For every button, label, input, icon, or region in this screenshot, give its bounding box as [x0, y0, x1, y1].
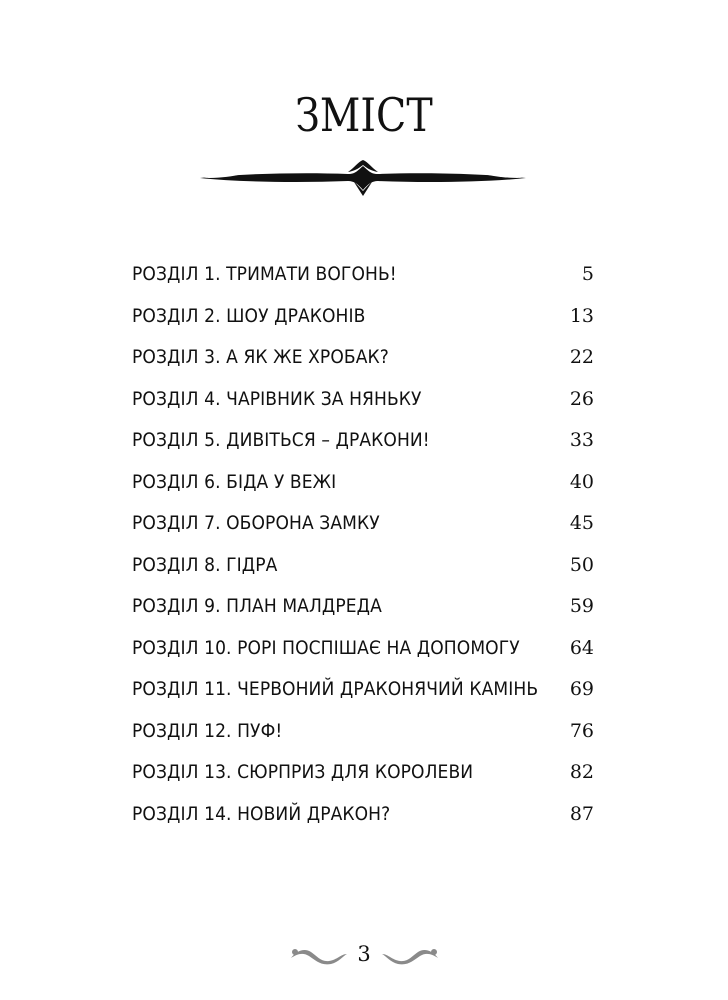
toc-entry-title: РОЗДІЛ 3. А ЯК ЖЕ ХРОБАК?: [132, 346, 389, 368]
toc-entry-page: 87: [569, 802, 594, 825]
toc-entry-title: РОЗДІЛ 1. ТРИМАТИ ВОГОНЬ!: [132, 263, 397, 285]
toc-entry-page: 59: [569, 595, 594, 617]
toc-entry-page: 69: [569, 678, 594, 700]
toc-entry-page: 45: [569, 512, 594, 534]
page-footer: [0, 938, 728, 978]
toc-entry-page: 5: [581, 263, 594, 285]
page-title: ЗМІСТ: [295, 88, 433, 142]
toc-entry-title: РОЗДІЛ 5. ДИВІТЬСЯ – ДРАКОНИ!: [132, 429, 430, 451]
toc-entry-title: РОЗДІЛ 12. ПУФ!: [132, 719, 283, 742]
toc-entry[interactable]: [132, 263, 594, 305]
toc-entry-page: 82: [569, 761, 594, 783]
toc-entry[interactable]: [132, 429, 594, 471]
toc-entry-title: РОЗДІЛ 11. ЧЕРВОНИЙ ДРАКОНЯЧИЙ КАМІНЬ: [132, 678, 539, 700]
toc-entry[interactable]: [132, 305, 594, 347]
flourish-divider-icon: [198, 158, 528, 198]
toc-entry-page: 64: [569, 636, 594, 659]
swirl-right-icon: [378, 944, 440, 970]
toc-entry[interactable]: [132, 554, 594, 596]
toc-entry[interactable]: [132, 512, 594, 554]
toc-entry-page: 76: [569, 719, 594, 742]
toc-entry-page: 33: [569, 429, 594, 451]
toc-entry[interactable]: [132, 678, 594, 720]
toc-entry-title: РОЗДІЛ 4. ЧАРІВНИК ЗА НЯНЬКУ: [132, 387, 422, 410]
toc-entry-page: 50: [569, 553, 594, 576]
toc-entry-title: РОЗДІЛ 7. ОБОРОНА ЗАМКУ: [132, 512, 380, 534]
toc-entry[interactable]: [132, 471, 594, 513]
toc-entry[interactable]: [132, 595, 594, 637]
toc-entry[interactable]: [132, 720, 594, 762]
toc-entry[interactable]: [132, 803, 594, 845]
toc-entry-title: РОЗДІЛ 9. ПЛАН МАЛДРЕДА: [132, 595, 382, 617]
toc-entry[interactable]: [132, 388, 594, 430]
toc-entry[interactable]: [132, 346, 594, 388]
toc-entry-page: 22: [569, 346, 594, 368]
table-of-contents: [132, 263, 594, 844]
toc-entry-title: РОЗДІЛ 14. НОВИЙ ДРАКОН?: [132, 802, 391, 825]
toc-entry-title: РОЗДІЛ 10. РОРІ ПОСПІШАЄ НА ДОПОМОГУ: [132, 636, 520, 659]
toc-entry-page: 13: [569, 304, 594, 327]
toc-entry-title: РОЗДІЛ 13. СЮРПРИЗ ДЛЯ КОРОЛЕВИ: [132, 761, 474, 783]
page-number: 3: [357, 942, 371, 966]
toc-entry-title: РОЗДІЛ 8. ГІДРА: [132, 553, 278, 576]
toc-entry-title: РОЗДІЛ 2. ШОУ ДРАКОНІВ: [132, 304, 366, 327]
toc-entry-page: 40: [569, 470, 594, 493]
toc-entry[interactable]: [132, 637, 594, 679]
toc-entry[interactable]: [132, 761, 594, 803]
toc-entry-title: РОЗДІЛ 6. БІДА У ВЕЖІ: [132, 470, 337, 493]
toc-entry-page: 26: [569, 387, 594, 410]
